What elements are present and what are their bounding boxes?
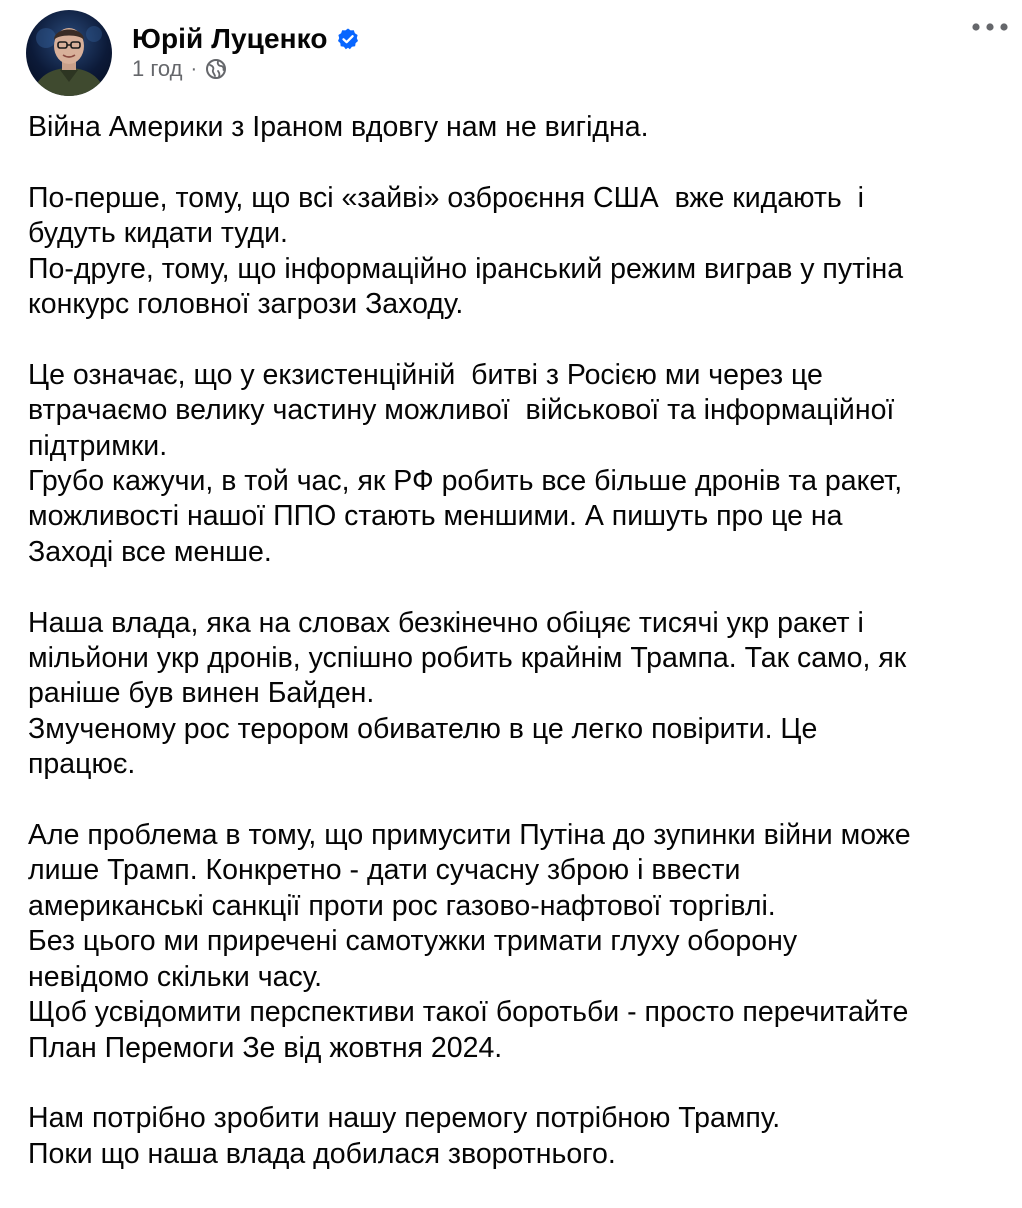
post-text-line: невідомо скільки часу. xyxy=(28,960,323,993)
post-timestamp[interactable]: 1 год xyxy=(132,56,183,81)
post-text-line: Це означає, що у екзистенційній битві з Росією ми через це xyxy=(28,358,823,391)
post-paragraph xyxy=(28,606,1013,783)
post-header xyxy=(0,0,1022,100)
post-paragraph xyxy=(28,181,1013,323)
post-text-line: лише Трамп. Конкретно - дати сучасну зброю і ввести xyxy=(28,854,741,887)
post-text-line: Заході все менше. xyxy=(28,535,272,568)
post-text-line: втрачаємо велику частину можливої військової та інформаційної xyxy=(28,394,895,427)
post-text-line: Але проблема в тому, що примусити Путіна до зупинки війни може xyxy=(28,819,911,852)
post-text-line: Нам потрібно зробити нашу перемогу потрібною Трампу. xyxy=(28,1102,781,1135)
post-text-line: Поки що наша влада добилася зворотнього. xyxy=(28,1137,616,1170)
post-text-line: будуть кидати туди. xyxy=(28,217,288,250)
post-text-line: Наша влада, яка на словах безкінечно обіцяє тисячі укр ракет і xyxy=(28,606,864,639)
post-text-line: План Перемоги Зе від жовтня 2024. xyxy=(28,1031,503,1064)
post-text-line: Без цього ми приречені самотужки тримати глуху оборону xyxy=(28,925,798,958)
post-text-line: По-перше, тому, що всі «зайві» озброєння США вже кидають і xyxy=(28,181,864,214)
meta-separator: · xyxy=(190,58,198,80)
author-avatar[interactable] xyxy=(26,10,112,96)
post-text-line: можливості нашої ППО стають меншими. А пишуть про це на xyxy=(28,500,843,533)
post-text-line: Грубо кажучи, в той час, як РФ робить все більше дронів та ракет, xyxy=(28,465,903,498)
post-text-line: Змученому рос терором обивателю в це легко повірити. Це xyxy=(28,712,818,745)
post-text-line: підтримки. xyxy=(28,429,168,462)
author-line xyxy=(132,20,360,58)
post-paragraph xyxy=(28,818,1013,1066)
post-paragraph xyxy=(28,1101,1013,1172)
more-options-icon[interactable] xyxy=(968,14,1012,40)
post-text-line: По-друге, тому, що інформаційно іранський режим виграв у путіна xyxy=(28,252,904,285)
post-text-line: раніше був винен Байден. xyxy=(28,677,375,710)
post-text-line: мільйони укр дронів, успішно робить крайнім Трампа. Так само, як xyxy=(28,642,907,675)
verified-badge-icon xyxy=(336,27,360,51)
avatar-portrait xyxy=(26,10,112,96)
author-name[interactable]: Юрій Луценко xyxy=(132,23,328,54)
post-text-line: Війна Америки з Іраном вдовгу нам не вигідна. xyxy=(28,111,649,143)
post-meta xyxy=(132,56,227,82)
post-text-line: конкурс головної загрози Заходу. xyxy=(28,288,464,321)
post-paragraph xyxy=(28,358,1013,570)
post-paragraph xyxy=(28,110,1013,145)
globe-icon[interactable] xyxy=(205,58,227,80)
post-text-line: американські санкції проти рос газово-нафтової торгівлі. xyxy=(28,889,776,922)
post-text-line: Щоб усвідомити перспективи такої боротьби - просто перечитайте xyxy=(28,996,909,1029)
post-text-line: працює. xyxy=(28,748,136,781)
post-body xyxy=(28,110,1013,1208)
